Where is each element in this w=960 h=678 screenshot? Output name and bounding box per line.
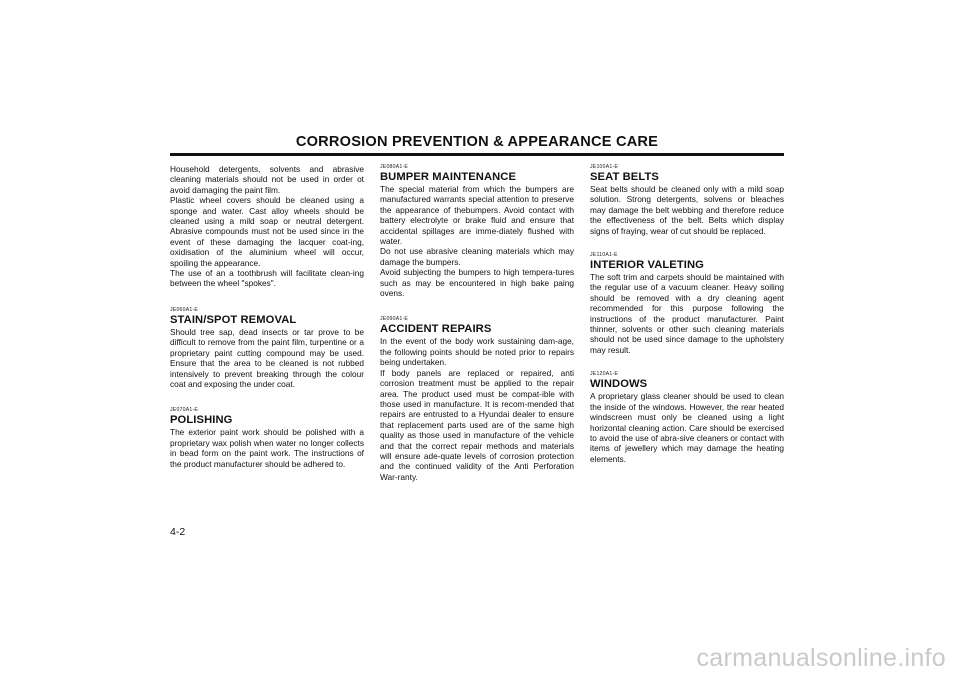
- section-stain-spot-removal: [170, 307, 364, 389]
- section-code: JE070A1-E: [170, 407, 199, 414]
- section-bumper-maintenance: [380, 164, 574, 298]
- section-heading: BUMPER MAINTENANCE: [380, 171, 517, 183]
- section-heading: INTERIOR VALETING: [590, 259, 704, 272]
- page-number: 4-2: [170, 526, 186, 538]
- section-windows: [590, 371, 784, 464]
- column-3: [590, 164, 784, 464]
- section-body: The exterior paint work should be polished with a proprietary wax polish when water no longer collects in bead form on the paint work. The instructions of the product manufacturer should be adhered to.: [170, 427, 364, 469]
- section-heading: POLISHING: [170, 414, 233, 427]
- section-body: Seat belts should be cleaned only with a mild soap solution. Strong detergents, solvens or bleaches may damage the belt webbing and therefore reduce the effectiveness of the belt. Belts which display signs of fraying, wear of cut should be replaced.: [590, 184, 784, 236]
- watermark: carmanualsonline.info: [696, 644, 946, 672]
- section-heading: SEAT BELTS: [590, 171, 659, 183]
- section-code: JE080A1-E: [380, 164, 409, 170]
- section-body: The special material from which the bumpers are manufactured warrants special attention to preserve the appearance of thebumpers. Avoid contact with battery electrolyte or brake fluid and ensure that accidental spillages are imme-diately flushed with water. Do not use abrasive cleaning materials which may damage the bumpers. Avoid subjecting the bumpers to high tempera-tures such as may be encountered in high bake paing ovens.: [380, 184, 574, 299]
- section-heading: STAIN/SPOT REMOVAL: [170, 313, 297, 326]
- section-body: A proprietary glass cleaner should be used to clean the inside of the windows. However, the rear heated windscreen must only be cleaned using a light horizontal cleaning action. Care should be exercised to avoid the use of abra-sive cleaners or contact with items of jewellery which may damage the heating elements.: [590, 391, 784, 464]
- column-1: [170, 164, 364, 469]
- column-2: [380, 164, 574, 482]
- section-heading: ACCIDENT REPAIRS: [380, 323, 492, 336]
- page-title: CORROSION PREVENTION & APPEARANCE CARE: [295, 134, 659, 150]
- section-heading: WINDOWS: [590, 378, 648, 391]
- title-rule: [170, 153, 784, 156]
- section-code: JE110A1-E: [590, 252, 618, 259]
- section-code: JE100A1-E: [590, 164, 619, 170]
- section-body: In the event of the body work sustaining dam-age, the following points should be noted prior to repairs being undertaken. If body panels are replaced or repaired, anti corrosion treatment must be applied to the repair area. The product used must be compat-ible with those used in manufacture. It is recom-mended that repairs are entrusted to a Hyundai dealer to ensure that replacement parts used are of the same high quality as those used in manufacture of the vehicle and that the correct repair methods and materials will ensure ade-quate levels of corrosion protection and the continued validity of the Anti Perforation War-ranty.: [380, 336, 574, 482]
- section-body: The soft trim and carpets should be maintained with the regular use of a vacuum cleaner. Heavy soiling should be removed with a dry cleaning agent recommended for this purpose following the instructions of the product manufacturer. Paint thinner, solvents or other such cleaning materials should not be used since damage to the upholstery may result.: [590, 272, 784, 355]
- section-seat-belts: [590, 164, 784, 236]
- intro-paragraph: Household detergents, solvents and abrasive cleaning materials should not be used in order ot avoid damaging the paint film. Plastic wheel covers should be cleaned using a sponge and water. Cast alloy wheels should be cleaned using a mild soap or neutral detergent. Abrasive compounds must not be used since in the event of these damaging the lacquer coat-ing, oxidisation of the aluminium wheel will occur, spoiling the appearance. The use of an a toothbrush will facilitate clean-ing between the wheel "spokes".: [170, 164, 364, 289]
- section-accident-repairs: [380, 316, 574, 482]
- section-code: JE090A1-E: [380, 316, 409, 323]
- section-code: JE120A1-E: [590, 371, 619, 378]
- section-polishing: [170, 407, 364, 469]
- section-body: Should tree sap, dead insects or tar prove to be difficult to remove from the paint film, turpentine or a proprietary paint cutting compound may be used. Ensure that the area to be cleaned is not rubbed intensively to prevent breaking through the colour coat and exposing the under coat.: [170, 326, 364, 389]
- section-interior-valeting: [590, 252, 784, 355]
- section-code: JE060A1-E: [170, 306, 199, 313]
